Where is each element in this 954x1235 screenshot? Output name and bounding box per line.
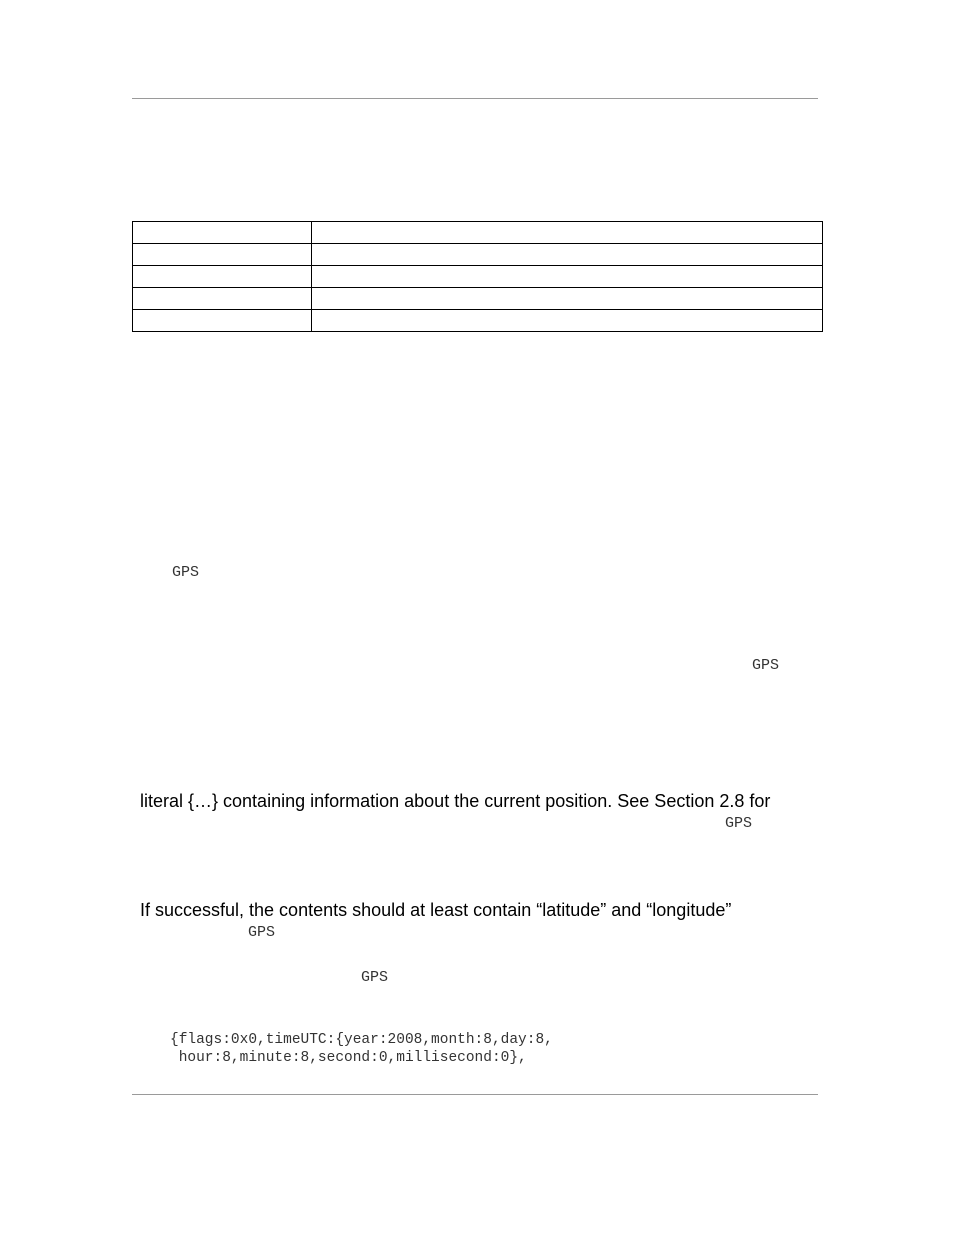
footer-rule [132,1094,818,1095]
table-row [133,288,823,310]
table-cell [133,288,312,310]
gps-term: GPS [172,564,200,581]
table-cell [312,266,823,288]
table-cell [312,244,823,266]
code-block [170,1031,553,1067]
table-row [133,244,823,266]
gps-term: GPS [752,657,780,674]
gps-term: GPS [361,969,389,986]
table-cell [133,244,312,266]
code-line: {flags:0x0,timeUTC:{year:2008,month:8,day:8, [170,1032,553,1048]
table-cell [133,266,312,288]
table-cell [312,310,823,332]
table-row [133,222,823,244]
paragraph-line: literal {…} containing information about the current position. See Section 2.8 for [140,791,771,811]
gps-term: GPS [725,815,753,832]
table-row [133,310,823,332]
header-rule [132,98,818,99]
paragraph-line: If successful, the contents should at least contain “latitude” and “longitude” [140,900,732,920]
gps-term: GPS [248,924,276,941]
table-cell [312,222,823,244]
info-table [132,221,823,332]
code-line: hour:8,minute:8,second:0,millisecond:0}, [170,1050,527,1066]
table-cell [133,222,312,244]
table-row [133,266,823,288]
table-cell [133,310,312,332]
table-cell [312,288,823,310]
